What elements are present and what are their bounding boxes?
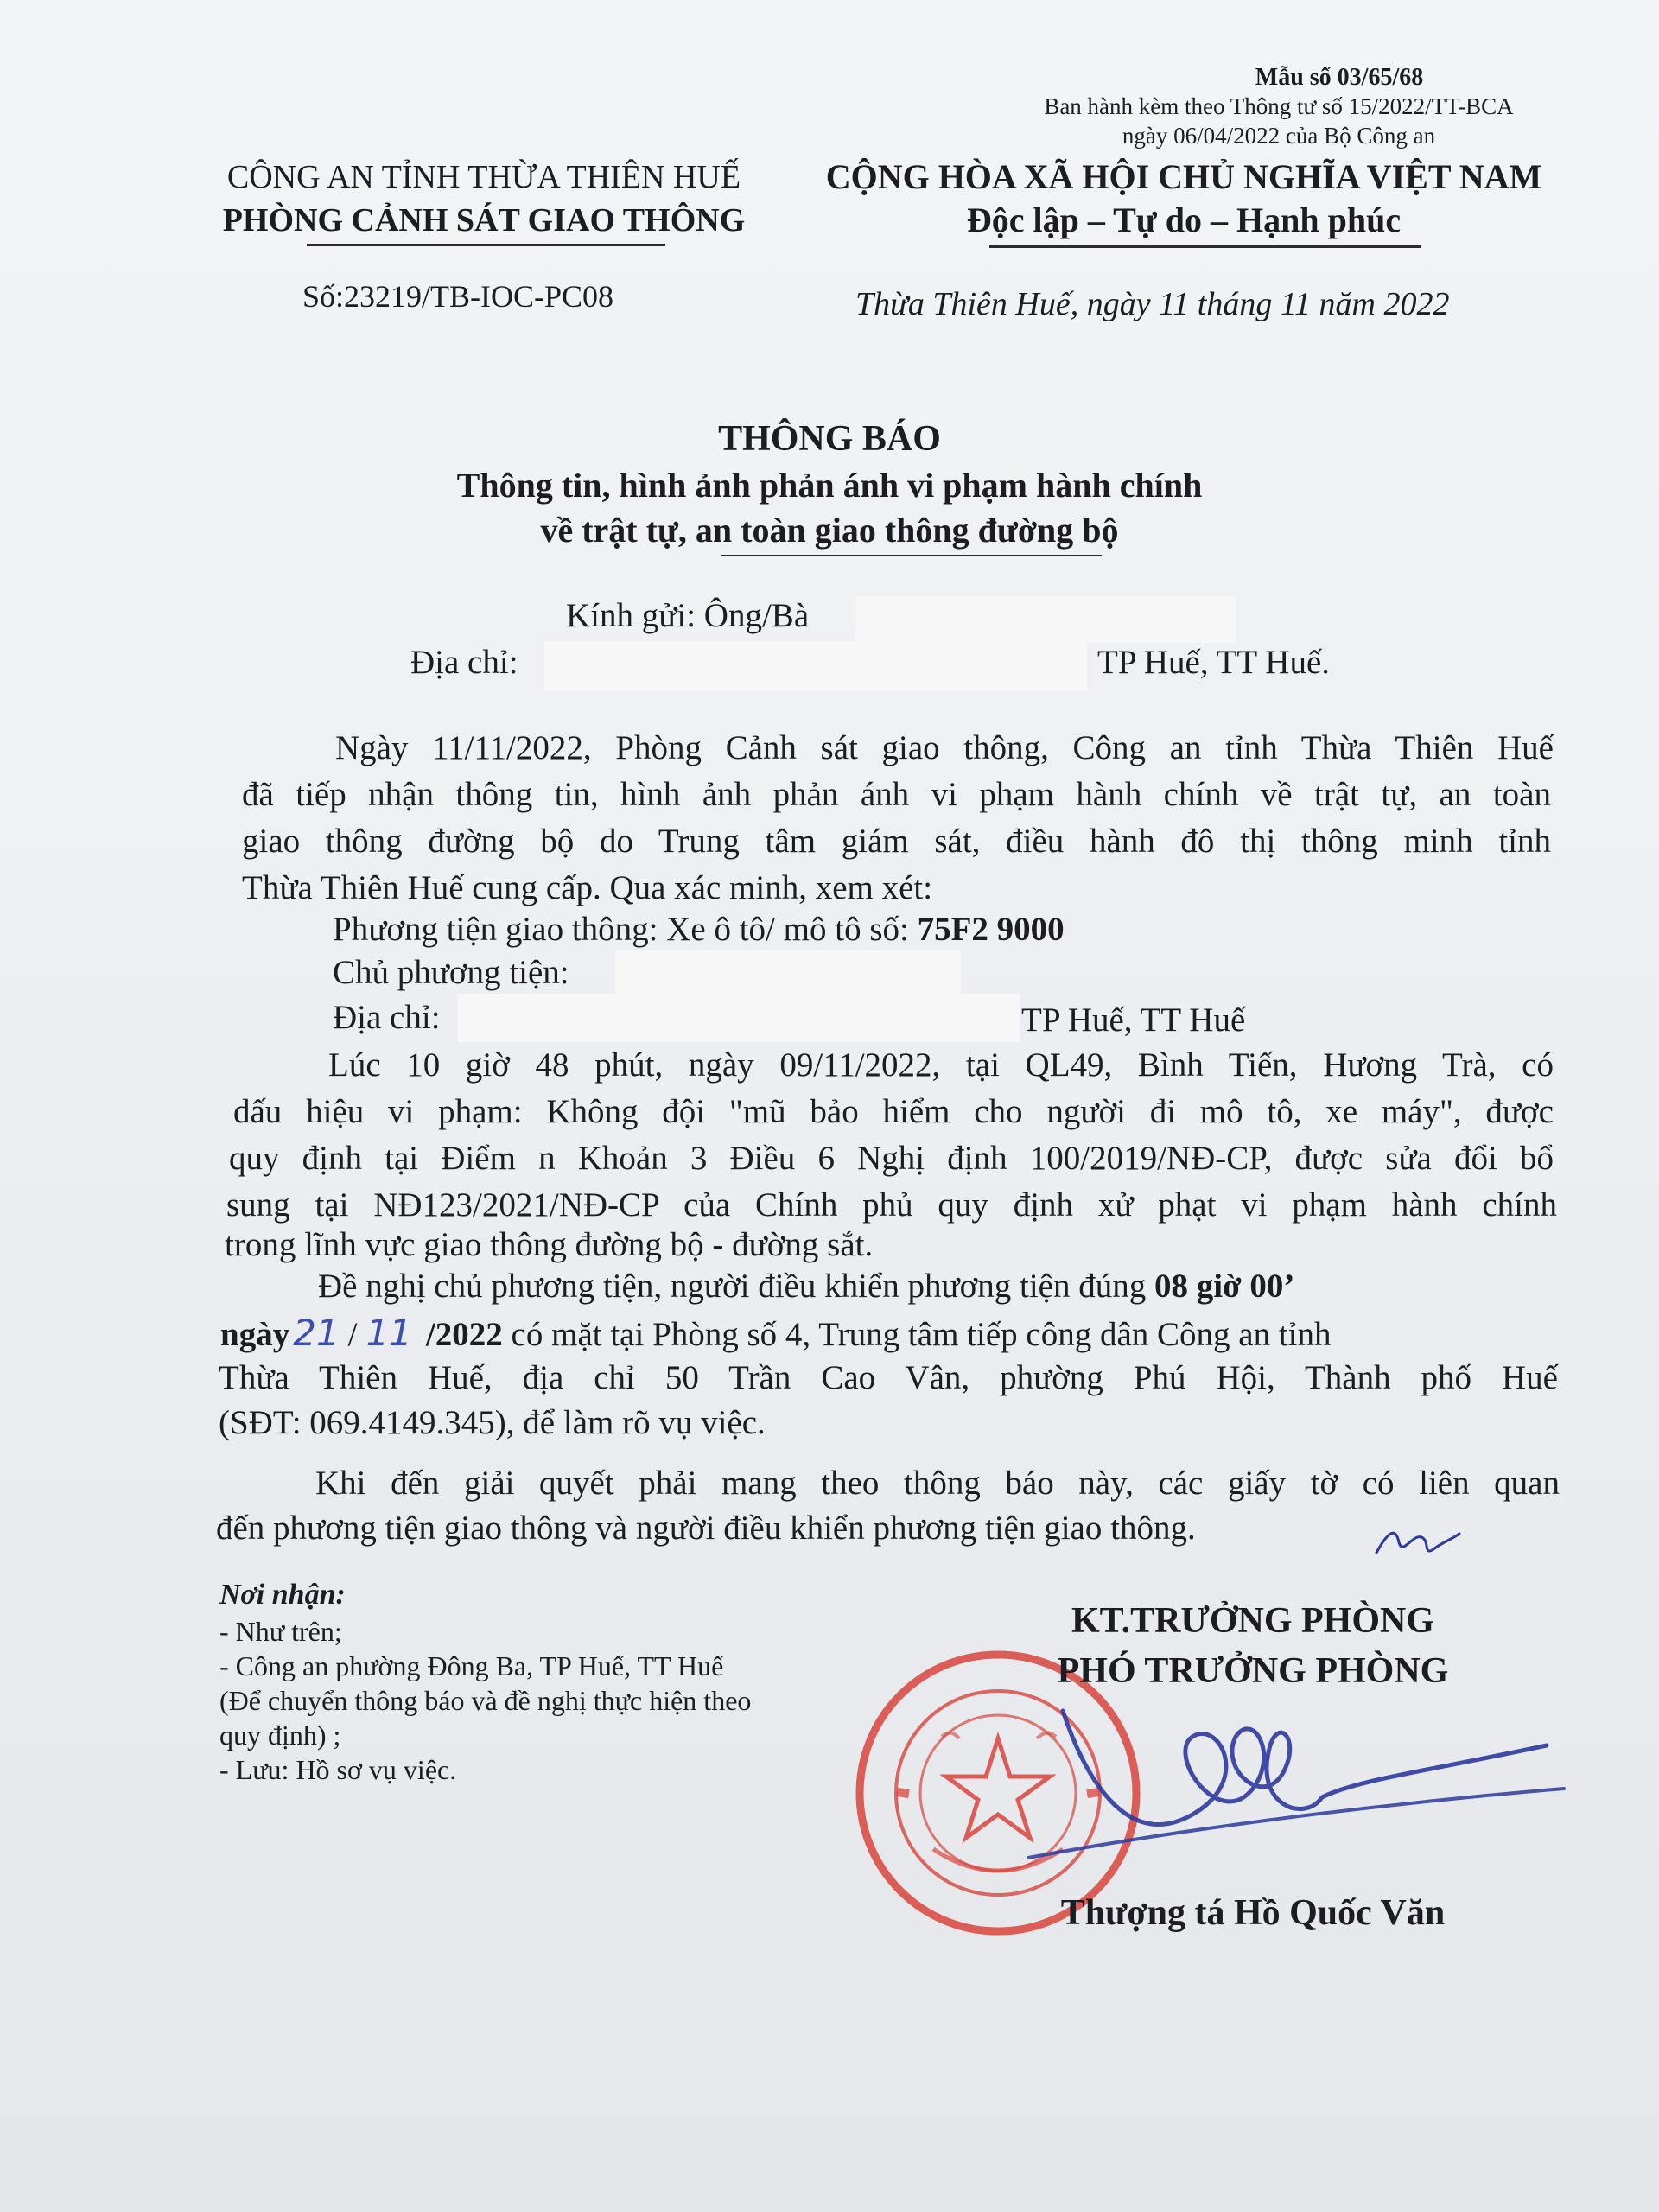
document-subtitle-2: về trật tự, an toàn giao thông đường bộ <box>540 511 1119 550</box>
signature-title-1: KT.TRƯỞNG PHÒNG <box>1071 1601 1434 1641</box>
form-reference <box>976 64 1581 150</box>
motto-underline <box>989 245 1421 248</box>
owner-address-label: Địa chỉ: <box>333 999 441 1036</box>
owner-label: Chủ phương tiện: <box>333 954 569 991</box>
handwritten-day: 21 <box>293 1312 340 1354</box>
issuer-agency: CÔNG AN TỈNH THỪA THIÊN HUẾ <box>226 159 741 195</box>
recipient-item: - Như trên; <box>219 1616 342 1647</box>
paragraph-2-line-5: trong lĩnh vực giao thông đường bộ - đường sắt. <box>225 1226 874 1263</box>
paragraph-1-line-2: đã tiếp nhận thông tin, hình ảnh phản ánh vi phạm hành chính về trật tự, an toàn <box>242 776 1551 813</box>
recipient-item: - Lưu: Hồ sơ vụ việc. <box>219 1754 457 1785</box>
request-text: Đề nghị chủ phương tiện, người điều khiển phương tiện đúng <box>318 1268 1147 1305</box>
paragraph-4-line-1: Khi đến giải quyết phải mang theo thông báo này, các giấy tờ có liên quan <box>315 1465 1560 1502</box>
document-title: THÔNG BÁO <box>718 419 941 459</box>
recipients-heading: Nơi nhận: <box>219 1579 346 1611</box>
vehicle-line <box>333 910 1065 949</box>
appointment-place: có mặt tại Phòng số 4, Trung tâm tiếp công dân Công an tỉnh <box>511 1316 1332 1353</box>
recipient-item: - Công an phường Đông Ba, TP Huế, TT Huế <box>219 1650 724 1681</box>
handwritten-initial <box>1370 1508 1465 1568</box>
paragraph-3-line-1 <box>318 1267 1294 1306</box>
paragraph-2-line-3: quy định tại Điểm n Khoản 3 Điều 6 Nghị định 100/2019/NĐ-CP, được sửa đổi bổ <box>229 1140 1554 1177</box>
addressee-label: Kính gửi: Ông/Bà <box>566 597 810 634</box>
nation-motto: Độc lập – Tự do – Hạnh phúc <box>966 200 1402 239</box>
owner-address-tail: TP Huế, TT Huế <box>1021 1001 1246 1039</box>
issuer-underline <box>307 244 665 246</box>
paragraph-3-line-4: (SĐT: 069.4149.345), để làm rõ vụ việc. <box>219 1404 766 1441</box>
paragraph-1-line-4: Thừa Thiên Huế cung cấp. Qua xác minh, xem xét: <box>242 869 933 906</box>
issuer-department: PHÒNG CẢNH SÁT GIAO THÔNG <box>222 202 746 238</box>
paragraph-2-line-4: sung tại NĐ123/2021/NĐ-CP của Chính phủ quy định xử phạt vi phạm hành chính <box>226 1186 1557 1224</box>
handwritten-signature <box>994 1685 1581 1884</box>
form-line-2: ngày 06/04/2022 của Bộ Công an <box>1122 123 1436 149</box>
form-number: Mẫu số 03/65/68 <box>1255 64 1424 91</box>
recipient-item: quy định) ; <box>219 1719 341 1751</box>
recipients-block <box>219 1578 876 1787</box>
appointment-time: 08 giờ 00’ <box>1154 1268 1295 1305</box>
address-label: Địa chỉ: <box>410 644 518 681</box>
vehicle-label: Phương tiện giao thông: Xe ô tô/ mô tô số: <box>333 911 909 948</box>
paragraph-1-line-1: Ngày 11/11/2022, Phòng Cảnh sát giao thông, Công an tỉnh Thừa Thiên Huế <box>335 729 1554 766</box>
redaction-box <box>458 994 1020 1042</box>
address-tail: TP Huế, TT Huế. <box>1097 644 1331 681</box>
signature-title-2: PHÓ TRƯỞNG PHÒNG <box>1057 1651 1449 1691</box>
paragraph-3-line-2: ngày21 / 11 /2022 có mặt tại Phòng số 4, Trung tâm tiếp công dân Công an tỉnh <box>220 1312 1332 1354</box>
issuer-block <box>190 156 778 242</box>
title-underline <box>721 555 1102 556</box>
signer-name: Thượng tá Hồ Quốc Văn <box>1060 1893 1446 1933</box>
document-number: Số:23219/TB-IOC-PC08 <box>302 279 614 314</box>
recipient-item: (Để chuyển thông báo và đề nghị thực hiện theo <box>219 1685 752 1716</box>
paragraph-2-line-1: Lúc 10 giờ 48 phút, ngày 09/11/2022, tại QL49, Bình Tiến, Hương Trà, có <box>328 1046 1554 1084</box>
appointment-year: /2022 <box>425 1316 503 1353</box>
handwritten-month: 11 <box>365 1312 412 1354</box>
paragraph-1-line-3: giao thông đường bộ do Trung tâm giám sát, điều hành đô thị thông minh tỉnh <box>242 823 1551 860</box>
form-line-1: Ban hành kèm theo Thông tư số 15/2022/TT-BCA <box>1044 93 1514 119</box>
place-date: Thừa Thiên Huế, ngày 11 tháng 11 năm 2022 <box>855 286 1450 322</box>
paragraph-2-line-2: dấu hiệu vi phạm: Không đội "mũ bảo hiểm cho người đi mô tô, xe máy", được <box>233 1093 1554 1130</box>
paragraph-3-line-3: Thừa Thiên Huế, địa chỉ 50 Trần Cao Vân, phường Phú Hội, Thành phố Huế <box>219 1359 1558 1396</box>
redaction-box <box>544 641 1087 691</box>
nation-name: CỘNG HÒA XÃ HỘI CHỦ NGHĨA VIỆT NAM <box>825 157 1542 196</box>
document-subtitle-1: Thông tin, hình ảnh phản ánh vi phạm hành chính <box>456 466 1203 505</box>
redaction-box <box>855 596 1236 643</box>
appointment-ngay: ngày <box>220 1316 290 1353</box>
redaction-box <box>615 950 961 997</box>
nation-block <box>786 156 1581 242</box>
vehicle-plate: 75F2 9000 <box>917 911 1065 948</box>
paragraph-4-line-2: đến phương tiện giao thông và người điều khiển phương tiện giao thông. <box>216 1510 1196 1547</box>
